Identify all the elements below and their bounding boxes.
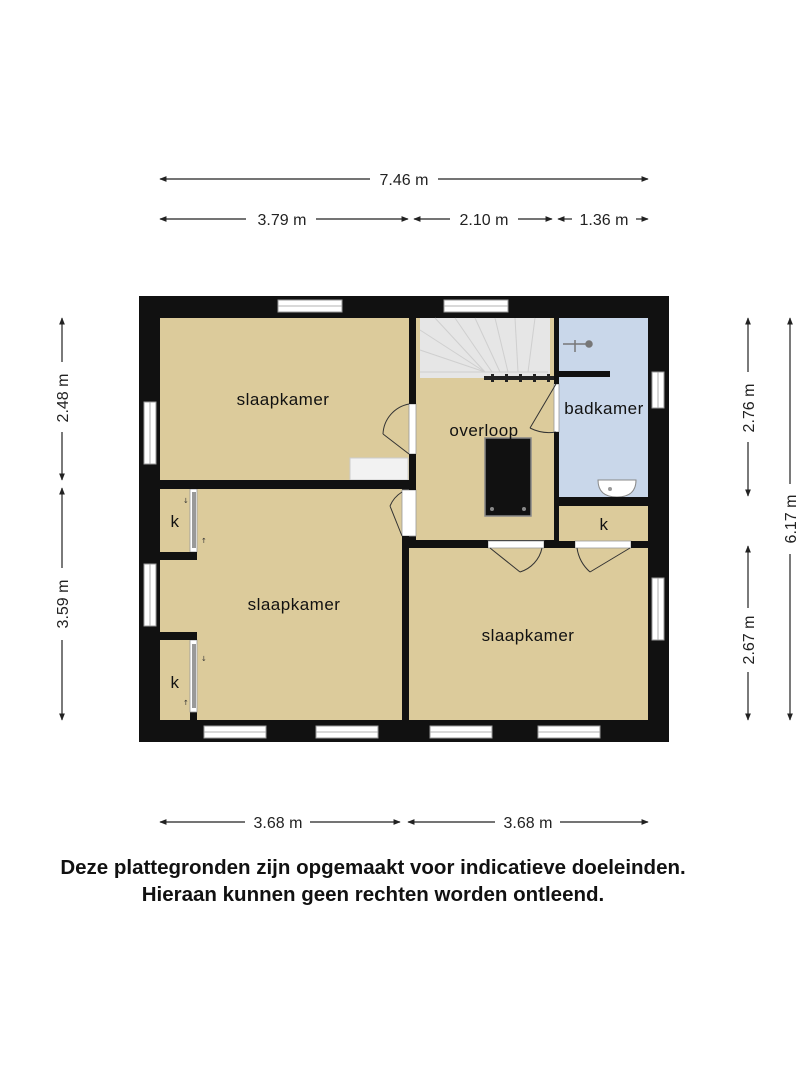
building: [139, 296, 669, 742]
dim-top-total: 7.46 m: [379, 172, 429, 189]
room-label-landing: overloop: [449, 421, 519, 440]
disclaimer-line-1: Deze plattegronden zijn opgemaakt voor indicatieve doeleinden.: [60, 856, 686, 879]
room-label-bedroom-left: slaapkamer: [247, 595, 341, 614]
dim-top-seg3: 1.36 m: [579, 212, 629, 229]
svg-text:↓: ↓: [201, 655, 207, 663]
dim-bottom-seg2: 3.68 m: [503, 815, 553, 832]
stair-base: [420, 318, 550, 378]
dim-left-seg1: 2.48 m: [55, 373, 72, 423]
door-bathroom: [554, 384, 559, 432]
door-right-bedroom: [488, 541, 544, 548]
room-label-bedroom-right: slaapkamer: [481, 626, 575, 645]
door-closet-right: [575, 541, 631, 548]
svg-text:↑: ↑: [201, 537, 207, 545]
disclaimer-line-2: Hieraan kunnen geen rechten worden ontleend.: [141, 883, 605, 906]
dim-bottom-seg1: 3.68 m: [253, 815, 303, 832]
floor-bedroom-left-alcove: [160, 560, 200, 632]
shower-divider: [559, 371, 610, 377]
svg-text:↑: ↑: [183, 699, 189, 707]
svg-text:↓: ↓: [183, 497, 189, 505]
dim-top-seg1: 3.79 m: [257, 212, 307, 229]
room-label-closet-top-left: k: [170, 512, 180, 531]
door-top-left-bedroom: [409, 404, 416, 454]
dim-right-seg1: 2.76 m: [741, 383, 758, 433]
room-label-closet-bottom-left: k: [170, 673, 180, 692]
dim-top-seg2: 2.10 m: [459, 212, 509, 229]
dim-left-seg2: 3.59 m: [55, 579, 72, 629]
room-label-bathroom: badkamer: [564, 399, 644, 418]
wardrobe: [350, 458, 408, 480]
room-label-closet-right: k: [599, 515, 609, 534]
room-label-bedroom-top-left: slaapkamer: [236, 390, 330, 409]
staircase: [420, 318, 554, 382]
dim-right-seg2: 2.67 m: [741, 615, 758, 665]
attic-hatch: [485, 438, 531, 516]
dim-right-total: 6.17 m: [783, 494, 800, 544]
door-left-bedroom: [402, 490, 416, 536]
